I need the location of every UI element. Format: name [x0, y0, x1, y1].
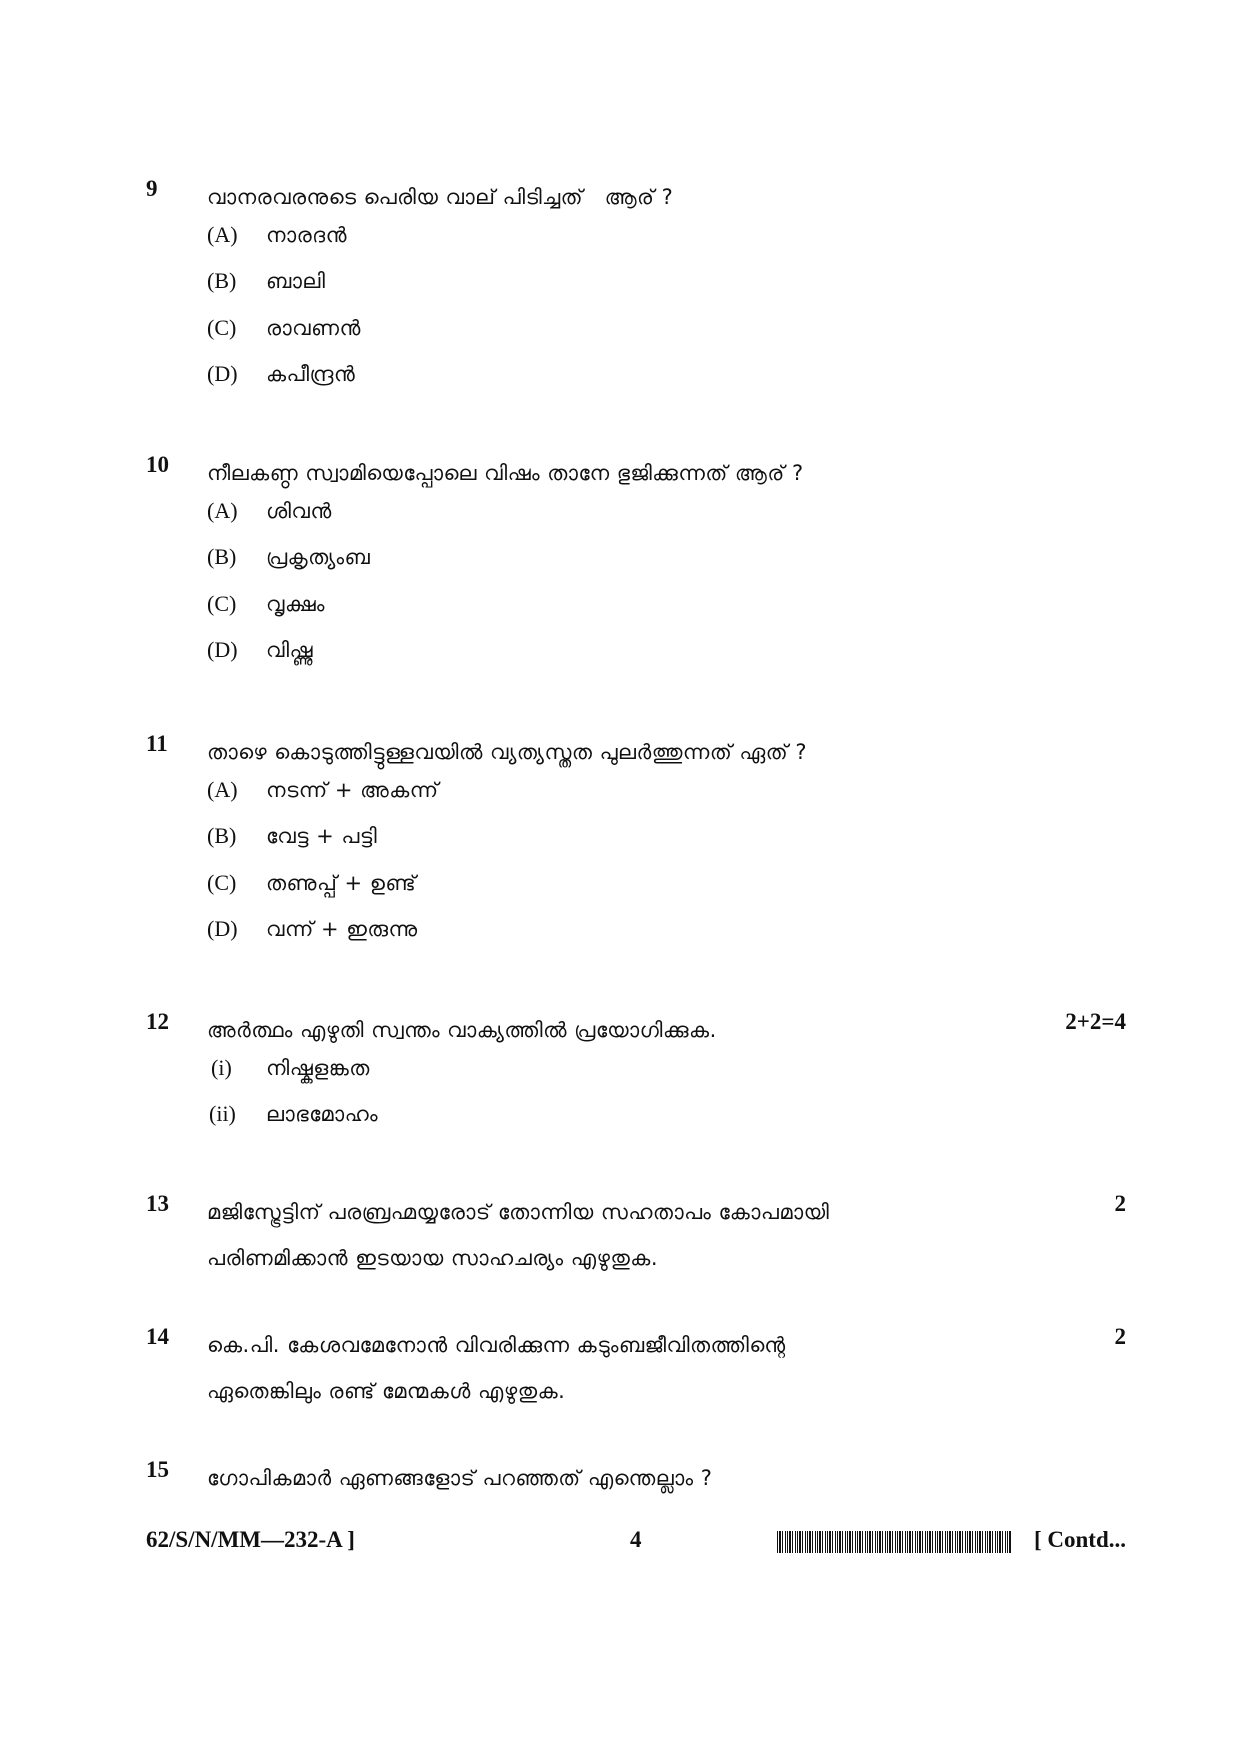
question-text: അർത്ഥം എഴുതി സ്വന്തം വാക്യത്തിൽ പ്രയോഗിക്കുക.: [207, 1018, 717, 1042]
option-label: (B): [207, 544, 237, 569]
option-label: (i): [211, 1055, 232, 1080]
barcode-image: [777, 1531, 1011, 1553]
question-number: 9: [146, 176, 158, 201]
option-text: വന്ന് + ഇരുന്നു: [266, 917, 418, 941]
option-text: വേട്ട + പട്ടി: [266, 824, 378, 848]
question-marks: 2: [1114, 1324, 1126, 1349]
option-text: രാവണൻ: [266, 316, 361, 340]
question-text: താഴെ കൊടുത്തിട്ടുള്ളവയിൽ വ്യത്യസ്തത പുലർത്തുന്നത് ഏത് ?: [207, 740, 808, 764]
question-number: 14: [146, 1324, 169, 1349]
option-c: [207, 591, 907, 621]
question-number: 13: [146, 1191, 169, 1216]
option-text: പ്രകൃത്യംബ: [266, 545, 371, 569]
question-text-line-1: മജിസ്ട്രേട്ടിന് പരബ്രഹ്മയ്യരോട് തോന്നിയ സഹതാപം കോപമായി: [207, 1200, 830, 1224]
option-text: കപീന്ദ്രൻ: [266, 362, 356, 386]
option-label: (C): [207, 591, 237, 616]
option-a: [207, 777, 907, 807]
page-footer: [146, 1527, 1126, 1563]
option-label: (A): [207, 222, 238, 247]
paper-code: 62/S/N/MM—232-A ]: [146, 1527, 355, 1552]
option-b: [207, 823, 907, 853]
option-i: [207, 1055, 907, 1085]
option-text: ലാഭമോഹം: [266, 1102, 379, 1126]
option-text: ശിവൻ: [266, 499, 332, 523]
option-label: (C): [207, 870, 237, 895]
question-text-line-2: ഏതെങ്കിലും രണ്ട് മേന്മകൾ എഴുതുക.: [207, 1379, 566, 1403]
option-text: നിഷ്കളങ്കത: [266, 1056, 370, 1080]
option-text: തണുപ്പ് + ഉണ്ട്: [266, 871, 417, 895]
option-text: വിഷ്ണു: [266, 638, 314, 662]
option-label: (C): [207, 315, 237, 340]
question-number: 10: [146, 452, 169, 477]
question-number: 11: [146, 731, 168, 756]
option-text: നടന്ന് + അകന്ന്: [266, 778, 439, 802]
question-text: ഗോപികമാർ ഏണങ്ങളോട് പറഞ്ഞത് എന്തെല്ലാം ?: [207, 1466, 713, 1490]
question-marks: 2+2=4: [1065, 1009, 1126, 1034]
option-d: [207, 916, 907, 946]
option-a: [207, 222, 907, 252]
option-label: (A): [207, 498, 238, 523]
option-d: [207, 637, 907, 667]
option-a: [207, 498, 907, 528]
option-label: (B): [207, 823, 237, 848]
option-label: (D): [207, 916, 238, 941]
continued-label: [ Contd...: [1033, 1527, 1126, 1552]
option-label: (B): [207, 268, 237, 293]
page-number: 4: [630, 1527, 642, 1552]
option-b: [207, 544, 907, 574]
option-d: [207, 361, 907, 391]
option-b: [207, 268, 907, 298]
option-text: നാരദൻ: [266, 223, 348, 247]
option-c: [207, 870, 907, 900]
option-label: (D): [207, 637, 238, 662]
question-text-line-2: പരിണമിക്കാൻ ഇടയായ സാഹചര്യം എഴുതുക.: [207, 1246, 659, 1270]
option-label: (ii): [209, 1101, 236, 1126]
option-label: (A): [207, 777, 238, 802]
option-c: [207, 315, 907, 345]
option-text: ബാലി: [266, 269, 326, 293]
option-ii: [207, 1101, 907, 1131]
question-text: നീലകണ്ഠ സ്വാമിയെപ്പോലെ വിഷം താനേ ഭുജിക്കുന്നത് ആര് ?: [207, 461, 804, 485]
question-number: 12: [146, 1009, 169, 1034]
option-label: (D): [207, 361, 238, 386]
option-text: വൃക്ഷം: [266, 592, 325, 616]
question-text-line-1: കെ.പി. കേശവമേനോൻ വിവരിക്കുന്ന കടുംബജീവിതത്തിന്റെ: [207, 1333, 786, 1357]
question-number: 15: [146, 1457, 169, 1482]
question-marks: 2: [1114, 1191, 1126, 1216]
question-text: വാനരവരനുടെ പെരിയ വാല് പിടിച്ചത് ആര് ?: [207, 185, 674, 209]
